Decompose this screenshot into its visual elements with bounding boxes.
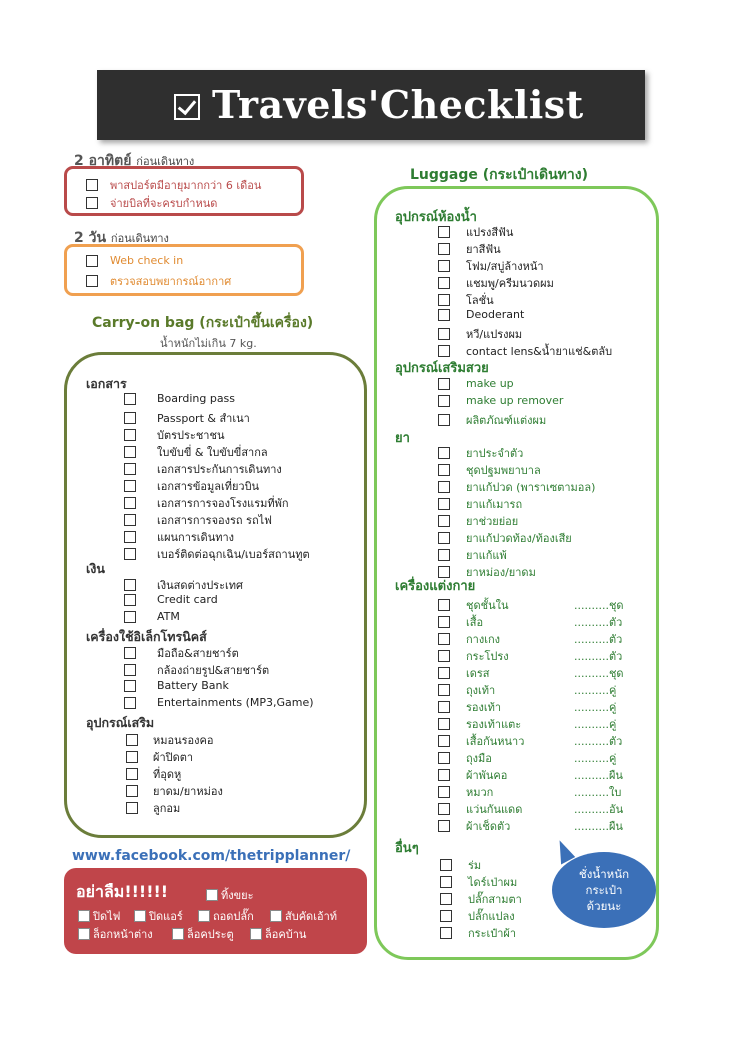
checkbox[interactable] — [438, 260, 450, 272]
checklist-item[interactable]: หวี/แปรงผม — [438, 325, 522, 343]
group-documents: เอกสาร — [86, 376, 127, 391]
checklist-item[interactable]: ยาประจำตัว — [438, 444, 523, 462]
checklist-item[interactable]: หมวก — [438, 783, 493, 801]
checkbox[interactable] — [206, 889, 218, 901]
checklist-item[interactable]: ร่ม — [440, 856, 481, 874]
checkbox[interactable] — [438, 684, 450, 696]
checklist-item[interactable]: Web check in — [86, 254, 183, 267]
checkbox[interactable] — [438, 414, 450, 426]
reminder-item[interactable]: ล็อคประตู — [172, 925, 234, 943]
checklist-item[interactable]: พาสปอร์ตมีอายุมากกว่า 6 เดือน — [86, 176, 261, 194]
carry-on-heading: Carry-on bag (กระเป๋าขึ้นเครื่อง) — [92, 315, 314, 331]
checklist-item[interactable]: กางเกง — [438, 630, 500, 648]
checkbox[interactable] — [438, 464, 450, 476]
checklist-item[interactable]: make up — [438, 377, 514, 390]
checklist-item[interactable]: ถุงเท้า — [438, 681, 495, 699]
checkbox[interactable] — [86, 179, 98, 191]
checklist-item[interactable]: contact lens&น้ำยาแช่&ตลับ — [438, 342, 612, 360]
group-toiletries: อุปกรณ์ห้องน้ำ — [395, 210, 477, 225]
checklist-item[interactable]: แปรงสีฟัน — [438, 223, 513, 241]
checkbox[interactable] — [198, 910, 210, 922]
checklist-item[interactable]: ชุดปฐมพยาบาล — [438, 461, 541, 479]
checklist-item[interactable]: กล้องถ่ายรูป&สายชาร์ต — [124, 661, 269, 679]
quantity-field[interactable]: ..........ชุด — [574, 599, 624, 612]
checkbox[interactable] — [124, 647, 136, 659]
checkbox[interactable] — [438, 309, 450, 321]
speech-bubble: ชั่งน้ำหนัก กระเป๋า ด้วยนะ — [552, 852, 656, 928]
quantity-field[interactable]: ..........ตัว — [574, 633, 623, 646]
checklist-item[interactable]: เงินสดต่างประเทศ — [124, 576, 243, 594]
checklist-item[interactable]: ตรวจสอบพยากรณ์อากาศ — [86, 272, 231, 290]
checkbox[interactable] — [440, 910, 452, 922]
group-others: อื่นๆ — [395, 841, 419, 856]
checklist-item[interactable]: ปลั๊กแปลง — [440, 907, 515, 925]
checklist-item[interactable]: หมอนรองคอ — [126, 731, 213, 749]
checkbox[interactable] — [124, 680, 136, 692]
checkbox[interactable] — [126, 751, 138, 763]
checklist-item[interactable]: กระโปรง — [438, 647, 509, 665]
checkbox[interactable] — [438, 532, 450, 544]
checkbox[interactable] — [438, 769, 450, 781]
quantity-field[interactable]: ..........ตัว — [574, 735, 623, 748]
checklist-item[interactable]: แว่นกันแดด — [438, 800, 522, 818]
reminder-item[interactable]: ปิดแอร์ — [134, 907, 183, 925]
quantity-field[interactable]: ..........คู่ — [574, 718, 617, 731]
checkbox[interactable] — [440, 927, 452, 939]
checklist-item[interactable]: รองเท้าแตะ — [438, 715, 521, 733]
checkbox[interactable] — [124, 611, 136, 623]
checklist-item[interactable]: เอกสารประกันการเดินทาง — [124, 460, 282, 478]
checkbox[interactable] — [124, 497, 136, 509]
checkbox[interactable] — [124, 697, 136, 709]
luggage-heading: Luggage (กระเป๋าเดินทาง) — [410, 167, 588, 183]
checkbox[interactable] — [440, 859, 452, 871]
reminder-item[interactable]: ถอดปลั๊ก — [198, 907, 254, 925]
group-medicine: ยา — [395, 431, 410, 446]
checkbox[interactable] — [124, 664, 136, 676]
checklist-item[interactable]: make up remover — [438, 394, 563, 407]
checklist-item[interactable]: เสื้อ — [438, 613, 483, 631]
checkbox[interactable] — [134, 910, 146, 922]
checkbox[interactable] — [438, 803, 450, 815]
title-checkbox-icon — [174, 94, 200, 120]
checkbox[interactable] — [124, 531, 136, 543]
checkbox[interactable] — [438, 735, 450, 747]
checklist-item[interactable]: ATM — [124, 610, 180, 623]
checkbox[interactable] — [438, 701, 450, 713]
checkbox[interactable] — [438, 549, 450, 561]
two-weeks-heading: 2 อาทิตย์ ก่อนเดินทาง — [74, 153, 195, 169]
two-days-heading: 2 วัน ก่อนเดินทาง — [74, 230, 169, 246]
checkbox[interactable] — [124, 463, 136, 475]
group-money: เงิน — [86, 561, 105, 576]
checklist-item[interactable]: Entertainments (MP3,Game) — [124, 696, 314, 709]
checkbox[interactable] — [438, 820, 450, 832]
checkbox[interactable] — [124, 548, 136, 560]
checkbox[interactable] — [126, 768, 138, 780]
group-beauty: อุปกรณ์เสริมสวย — [395, 361, 489, 376]
checkbox[interactable] — [438, 786, 450, 798]
checklist-item[interactable]: เบอร์ติดต่อฉุกเฉิน/เบอร์สถานทูต — [124, 545, 310, 563]
checkbox[interactable] — [124, 480, 136, 492]
checklist-item[interactable]: ยาสีฟัน — [438, 240, 501, 258]
quantity-field[interactable]: ..........คู่ — [574, 752, 617, 765]
checkbox[interactable] — [124, 579, 136, 591]
checkbox[interactable] — [78, 910, 90, 922]
checklist-item[interactable]: เสื้อกันหนาว — [438, 732, 524, 750]
reminder-heading: อย่าลืม!!!!!! — [76, 882, 169, 901]
checklist-item[interactable]: แผนการเดินทาง — [124, 528, 234, 546]
group-electronics: เครื่องใช้อิเล็กโทรนิคส์ — [86, 629, 207, 644]
checklist-item[interactable]: ผ้าปิดตา — [126, 748, 193, 766]
checkbox[interactable] — [438, 481, 450, 493]
checklist-item[interactable]: Credit card — [124, 593, 218, 606]
checklist-item[interactable]: มือถือ&สายชาร์ต — [124, 644, 239, 662]
checklist-item[interactable]: ไดร์เป่าผม — [440, 873, 517, 891]
quantity-field[interactable]: ..........อัน — [574, 803, 624, 816]
checklist-item[interactable]: ยาแก้แพ้ — [438, 546, 507, 564]
checkbox[interactable] — [438, 226, 450, 238]
checkbox[interactable] — [438, 650, 450, 662]
checklist-item[interactable]: ผลิตภัณฑ์แต่งผม — [438, 411, 546, 429]
checklist-item[interactable]: ผ้าเช็ดตัว — [438, 817, 510, 835]
quantity-field[interactable]: ..........ชุด — [574, 667, 624, 680]
checkbox[interactable] — [438, 616, 450, 628]
checklist-item[interactable]: ยาช่วยย่อย — [438, 512, 518, 530]
checkbox[interactable] — [86, 255, 98, 267]
checklist-item[interactable]: ปลั๊กสามตา — [440, 890, 522, 908]
checklist-item[interactable]: เดรส — [438, 664, 490, 682]
checkbox[interactable] — [438, 667, 450, 679]
checkbox[interactable] — [438, 599, 450, 611]
checklist-item[interactable]: ถุงมือ — [438, 749, 492, 767]
checklist-item[interactable]: เอกสารข้อมูลเที่ยวบิน — [124, 477, 259, 495]
checkbox[interactable] — [438, 277, 450, 289]
checklist-item[interactable]: Passport & สำเนา — [124, 409, 250, 427]
checklist-item[interactable]: ชุดชั้นใน — [438, 596, 509, 614]
checklist-item[interactable]: รองเท้า — [438, 698, 501, 716]
checklist-item[interactable]: ยาหม่อง/ยาดม — [438, 563, 536, 581]
checkbox[interactable] — [438, 447, 450, 459]
checklist-item[interactable]: แชมพู/ครีมนวดผม — [438, 274, 554, 292]
reminder-item[interactable]: ล็อกหน้าต่าง — [78, 925, 153, 943]
checkbox[interactable] — [438, 718, 450, 730]
group-accessories: อุปกรณ์เสริม — [86, 715, 155, 730]
checkbox[interactable] — [124, 446, 136, 458]
checkbox[interactable] — [126, 785, 138, 797]
quantity-field[interactable]: ..........ตัว — [574, 616, 623, 629]
checkbox[interactable] — [250, 928, 262, 940]
checkbox[interactable] — [78, 928, 90, 940]
checkbox[interactable] — [438, 752, 450, 764]
checklist-item[interactable]: บัตรประชาชน — [124, 426, 224, 444]
checkbox[interactable] — [86, 275, 98, 287]
checklist-item[interactable]: กระเป๋าผ้า — [440, 924, 516, 942]
checkbox[interactable] — [270, 910, 282, 922]
checklist-item[interactable]: ลูกอม — [126, 799, 180, 817]
reminder-item[interactable]: สับคัดเอ้าท์ — [270, 907, 337, 925]
checklist-item[interactable]: ยาแก้ปวด (พาราเซตามอล) — [438, 478, 595, 496]
checkbox[interactable] — [438, 515, 450, 527]
checklist-item[interactable]: เอกสารการจองโรงแรมที่พัก — [124, 494, 289, 512]
checklist-item[interactable]: ใบขับขี่ & ใบขับขี่สากล — [124, 443, 268, 461]
checkbox[interactable] — [438, 378, 450, 390]
quantity-field[interactable]: ..........คู่ — [574, 684, 617, 697]
reminder-item[interactable]: ทิ้งขยะ — [206, 886, 254, 904]
checklist-item[interactable]: เอกสารการจองรถ รถไฟ — [124, 511, 272, 529]
reminder-item[interactable]: ล็อคบ้าน — [250, 925, 306, 943]
checklist-item[interactable]: ยาดม/ยาหม่อง — [126, 782, 223, 800]
checkbox[interactable] — [438, 345, 450, 357]
checkbox[interactable] — [440, 893, 452, 905]
carry-on-weight: น้ำหนักไม่เกิน 7 kg. — [160, 337, 257, 350]
quantity-field[interactable]: ..........คู่ — [574, 701, 617, 714]
checkbox[interactable] — [126, 802, 138, 814]
checkbox[interactable] — [438, 328, 450, 340]
checklist-item[interactable]: Deoderant — [438, 308, 524, 321]
checkbox[interactable] — [438, 498, 450, 510]
checklist-item[interactable]: ที่อุดหู — [126, 765, 181, 783]
checkbox[interactable] — [124, 429, 136, 441]
checkbox[interactable] — [172, 928, 184, 940]
checklist-item[interactable]: Boarding pass — [124, 392, 235, 405]
checkbox[interactable] — [86, 197, 98, 209]
checklist-item[interactable]: ผ้าพันคอ — [438, 766, 507, 784]
quantity-field[interactable]: ..........ตัว — [574, 650, 623, 663]
quantity-field[interactable]: ..........ผืน — [574, 769, 623, 782]
quantity-field[interactable]: ..........ผืน — [574, 820, 623, 833]
checkbox[interactable] — [124, 412, 136, 424]
checklist-item[interactable]: จ่ายบิลที่จะครบกำหนด — [86, 194, 217, 212]
checkbox[interactable] — [438, 294, 450, 306]
checkbox[interactable] — [126, 734, 138, 746]
checkbox[interactable] — [124, 514, 136, 526]
checklist-item[interactable]: โลชั่น — [438, 291, 494, 309]
checklist-item[interactable]: โฟม/สบู่ล้างหน้า — [438, 257, 544, 275]
checklist-item[interactable]: Battery Bank — [124, 679, 229, 692]
checkbox[interactable] — [438, 633, 450, 645]
checkbox[interactable] — [124, 393, 136, 405]
checklist-item[interactable]: ยาแก้เมารถ — [438, 495, 522, 513]
reminder-item[interactable]: ปิดไฟ — [78, 907, 120, 925]
group-clothing: เครื่องแต่งกาย — [395, 579, 476, 594]
checkbox[interactable] — [440, 876, 452, 888]
quantity-field[interactable]: ..........ใบ — [574, 786, 622, 799]
checkbox[interactable] — [438, 243, 450, 255]
checkbox[interactable] — [124, 594, 136, 606]
checkbox[interactable] — [438, 395, 450, 407]
facebook-link[interactable]: www.facebook.com/thetripplanner/ — [72, 848, 351, 864]
checklist-item[interactable]: ยาแก้ปวดท้อง/ท้องเสีย — [438, 529, 572, 547]
page-title: Travels'Checklist — [212, 82, 584, 127]
